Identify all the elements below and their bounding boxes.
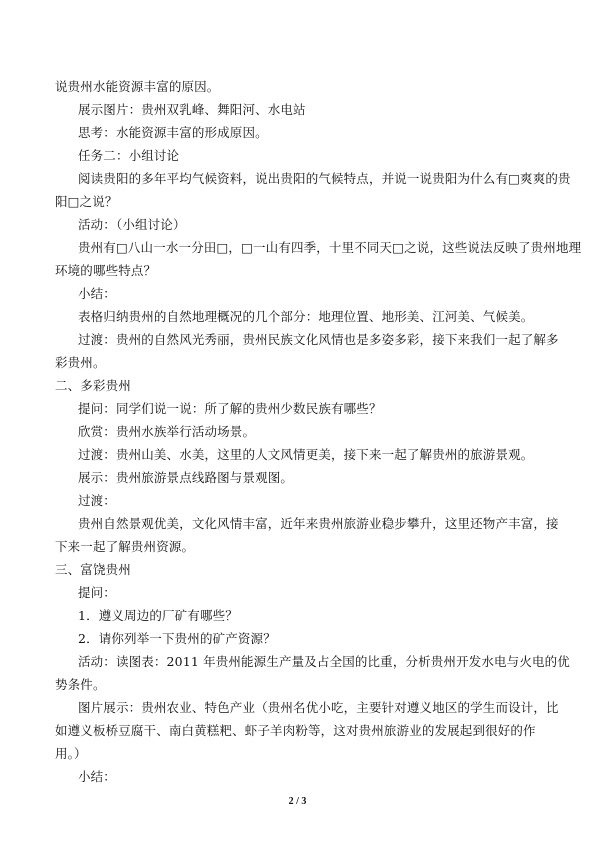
text-line: 过渡：贵州的自然风光秀丽，贵州民族文化风情也是多姿多彩，接下来我们一起了解多 <box>78 332 559 347</box>
text-line: 提问： <box>78 585 116 600</box>
text-line: 小结： <box>78 286 116 301</box>
text-line: 欣赏：贵州水族举行活动场景。 <box>78 424 256 439</box>
text-line: 用。） <box>55 746 87 761</box>
text-line: 小结： <box>78 769 116 784</box>
text-line: 提问：同学们说一说：所了解的贵州少数民族有哪些？ <box>78 401 382 416</box>
text-line: 阅读贵阳的多年平均气候资料，说出贵阳的气候特点，并说一说贵阳为什么有□爽爽的贵 <box>78 171 571 186</box>
list-item: 2．请你列举一下贵州的矿产资源？ <box>78 631 276 646</box>
text-line: 彩贵州。 <box>55 355 106 370</box>
text-line: 展示：贵州旅游景点线路图与景观图。 <box>78 470 294 485</box>
text-line: 说贵州水能资源丰富的原因。 <box>55 79 220 94</box>
section-heading: 三、富饶贵州 <box>55 562 131 577</box>
text-line: 过渡：贵州山美、水美，这里的人文风情更美，接下来一起了解贵州的旅游景观。 <box>78 447 534 462</box>
text-line: 过渡： <box>78 493 116 508</box>
text-line: 环境的哪些特点？ <box>55 263 157 278</box>
page-number: 2 / 3 <box>288 796 307 807</box>
text-line: 下来一起了解贵州资源。 <box>55 539 195 554</box>
text-line: 活动：读图表：2011 年贵州能源生产量及占全国的比重，分析贵州开发水电与火电的优 <box>78 654 570 669</box>
text-line: 阳□之说？ <box>55 194 118 209</box>
text-line: 势条件。 <box>55 677 106 692</box>
text-line: 思考：水能资源丰富的形成原因。 <box>78 125 268 140</box>
text-line: 图片展示：贵州农业、特色产业（贵州名优小吃，主要针对遵义地区的学生而设计，比 <box>78 700 559 715</box>
text-line: 如遵义板桥豆腐干、南白黄糕粑、虾子羊肉粉等，这对贵州旅游业的发展起到很好的作 <box>55 723 536 738</box>
text-line: 表格归纳贵州的自然地理概况的几个部分：地理位置、地形美、江河美、气候美。 <box>78 309 534 324</box>
list-item: 1．遵义周边的厂矿有哪些？ <box>78 608 238 623</box>
text-line: 贵州有□八山一水一分田□，□一山有四季，十里不同天□之说，这些说法反映了贵州地理 <box>78 240 582 255</box>
section-heading: 二、多彩贵州 <box>55 378 131 393</box>
text-line: 贵州自然景观优美，文化风情丰富，近年来贵州旅游业稳步攀升，这里还物产丰富，接 <box>78 516 559 531</box>
text-line: 活动：（小组讨论） <box>78 217 186 232</box>
text-line: 展示图片：贵州双乳峰、舞阳河、水电站 <box>78 102 306 117</box>
section-heading: 任务二：小组讨论 <box>78 148 180 163</box>
